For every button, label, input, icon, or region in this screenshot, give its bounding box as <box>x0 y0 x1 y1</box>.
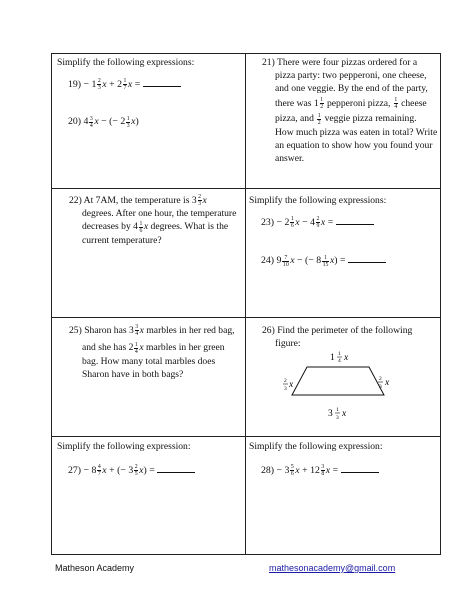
text-line: answer. <box>275 152 305 164</box>
text-part: At 7AM, the temperature is 3 <box>83 195 197 206</box>
right-side-den: 3 <box>379 384 382 390</box>
problem-number: 19) <box>68 79 82 90</box>
text-line: an equation to show how you found your <box>275 139 433 151</box>
text-line: Sharon have in both bags? <box>82 368 184 380</box>
cell-simplify-28 <box>249 440 383 477</box>
text-part: Sharon has 3 <box>84 325 134 336</box>
answer-blank[interactable] <box>336 216 374 225</box>
bottom-side-den: 3 <box>336 415 339 421</box>
text-part: and she has 2 <box>82 342 134 354</box>
section-heading: Simplify the following expressions: <box>249 195 387 206</box>
cell-problem-22: 22) At 7AM, the temperature is 3 $\frac{2}{3}$ x degrees. After one hour, the temperature decreases by 4 $\frac{1}{6}$ x degrees. What is the current temperature? <box>69 194 237 246</box>
column-divider <box>245 53 246 555</box>
text-line: current temperature? <box>82 234 162 246</box>
section-heading: Simplify the following expressions: <box>57 57 195 68</box>
bottom-side-var: x <box>342 409 347 419</box>
cell-problem-21 <box>262 56 437 165</box>
right-side-num: 2 <box>379 376 382 382</box>
bottom-side-whole: 3 <box>328 409 333 419</box>
text-part: decreases by 4 <box>82 221 138 233</box>
row-divider-1 <box>51 188 441 189</box>
problem-number: 24) <box>261 255 275 267</box>
text-line: pizza party: two pepperoni, one cheese, <box>275 70 427 81</box>
text-line: degrees. After one hour, the temperature <box>82 208 237 220</box>
cell-simplify-27 <box>57 440 195 477</box>
problem-number: 28) <box>261 465 275 476</box>
cell-simplify-19-20 <box>57 56 194 129</box>
left-side-num: 2 <box>284 378 287 384</box>
top-side-num: 1 <box>338 351 341 357</box>
text-line: and one veggie. By the end of the party, <box>275 83 428 94</box>
text-line: bag. How many total marbles does <box>82 355 216 367</box>
text-line: Find the perimeter of the following <box>277 325 413 336</box>
answer-blank[interactable] <box>157 464 195 473</box>
trapezoid-shape <box>292 367 384 395</box>
problem-20: 20) 4 $\frac{3}{4}$ x − (− 2 $\frac{1}{3}$ x) <box>68 115 139 129</box>
right-side-var: x <box>385 378 390 388</box>
answer-blank[interactable] <box>143 78 181 87</box>
left-side-var: x <box>289 380 294 390</box>
cell-problem-25: 25) Sharon has 3 $\frac{3}{4}$ x marbles in her red bag, and she has 2 $\frac{1}{4}$ x marbles in her green bag. How many total marbles does Sharon have in both bags? <box>69 324 235 380</box>
problem-number: 20) <box>68 116 82 128</box>
row-divider-3 <box>51 436 441 437</box>
answer-blank[interactable] <box>341 464 379 473</box>
problem-24: 24) 9 $\frac{7}{10}$ x − (− 8 $\frac{1}{15}$ x) = <box>261 254 386 267</box>
text-line: decreases by 4 $\frac{1}{6}$ x degrees. What is the <box>82 220 229 234</box>
problem-23: 23) − 2 $\frac{1}{6}$ x − 4 $\frac{2}{9}$ x = <box>261 216 386 229</box>
problem-number: 21) <box>262 57 275 68</box>
text-part: marbles in her green <box>146 342 225 354</box>
text-line: figure: <box>275 338 301 349</box>
text-line: There were four pizzas ordered for a <box>277 57 418 68</box>
trapezoid-figure <box>246 318 440 436</box>
top-side-var: x <box>344 353 349 363</box>
top-side-den: 4 <box>338 358 341 364</box>
text-part: pepperoni pizza, <box>327 98 391 109</box>
text-line: How much pizza was eaten in total? Write <box>275 126 438 138</box>
text-part: veggie pizza remaining. <box>324 113 417 125</box>
text-part: there was 1 <box>275 98 319 109</box>
problem-28: 28) − 3 $\frac{5}{6}$ x + 12 $\frac{3}{8}$ x = <box>261 464 383 477</box>
section-heading: Simplify the following expression: <box>249 441 383 452</box>
text-part: degrees. What is the <box>150 221 229 233</box>
problem-number: 25) <box>69 325 82 336</box>
problem-27: 27) − 8 $\frac{4}{7}$ x + (− 3 $\frac{2}{5}$ x) = <box>68 464 195 477</box>
left-side-den: 3 <box>284 386 287 392</box>
top-side-whole: 1 <box>330 353 335 363</box>
text-line: there was 1 $\frac{1}{2}$ pepperoni pizza, $\frac{1}{4}$ cheese <box>275 97 427 111</box>
bottom-side-num: 1 <box>336 407 339 413</box>
text-part: pizza, and <box>275 113 314 125</box>
footer-email-link[interactable]: mathesonacademy@gmail.com <box>269 563 396 573</box>
problem-number: 22) <box>69 195 82 206</box>
problem-number: 26) <box>262 325 275 336</box>
problem-number: 23) <box>261 217 275 228</box>
footer-school-name: Matheson Academy <box>55 563 135 573</box>
text-part: marbles in her red bag, <box>146 325 235 336</box>
text-line: pizza, and $\frac{1}{2}$ veggie pizza remaining. <box>275 112 417 126</box>
text-part: cheese <box>401 98 427 109</box>
answer-blank[interactable] <box>348 254 386 263</box>
problem-19: 19) − 1 $\frac{2}{3}$ x + 2 $\frac{1}{7}$ x = <box>68 78 194 91</box>
problem-number: 27) <box>68 465 82 476</box>
section-heading: Simplify the following expression: <box>57 441 191 452</box>
cell-simplify-23-24 <box>249 194 386 268</box>
